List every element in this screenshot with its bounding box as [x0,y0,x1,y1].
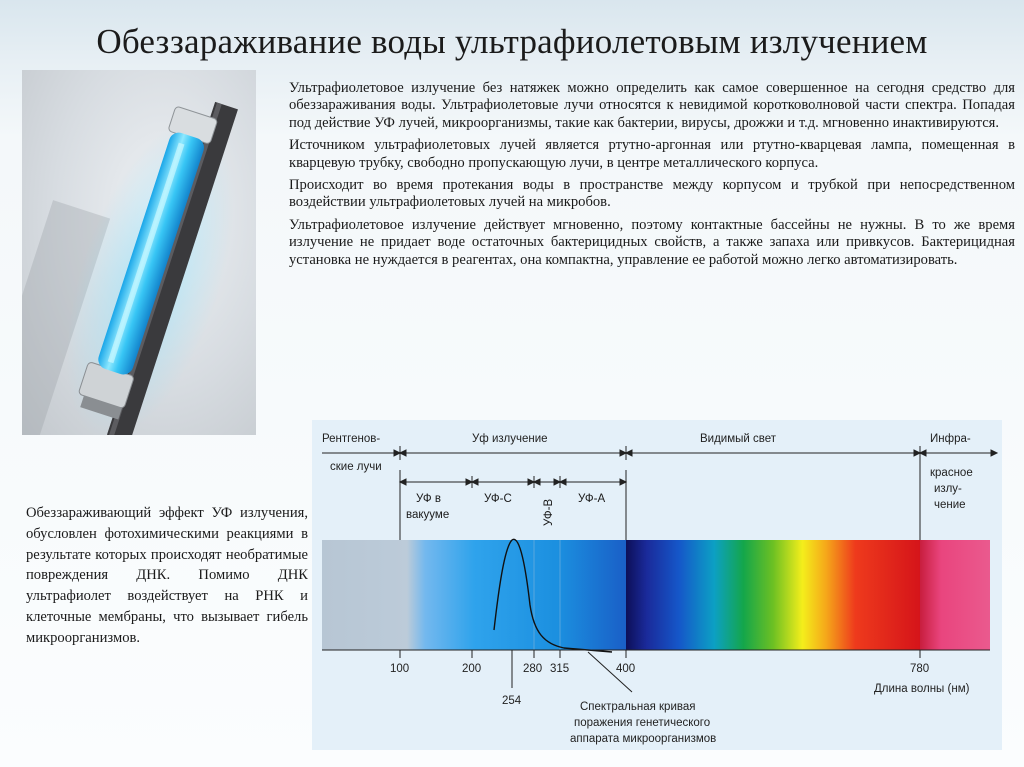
dna-effect-text: Обеззараживающий эффект УФ излучения, обусловлен фотохимическими реакциями в результате которых происходят необратимые повреждения ДНК. Помимо ДНК ультрафиолет воздействует на РНК и клеточные мембраны, что вызывает гибель микроорганизмов. [26,505,308,646]
uv-lamp-photo [22,70,256,435]
label-xray-2: ские лучи [330,461,382,473]
label-uvc: УФ-С [484,493,512,505]
paragraph-uv-source: Источником ультрафиолетовых лучей является ртутно-аргонная или ртутно-кварцевая лампа, помещенная в кварцевую трубку, свободно пропускающую лучи, в центре металлического корпуса. [289,137,1015,171]
tick-200: 200 [462,663,482,675]
curve-caption-2: поражения генетического [574,717,711,729]
tick-315: 315 [550,663,570,675]
label-visible: Видимый свет [700,433,777,445]
label-ir-3: излу- [934,483,962,495]
tick-100: 100 [390,663,410,675]
label-uv: Уф излучение [472,433,548,445]
tick-400: 400 [616,663,636,675]
label-ir-4: чение [934,499,966,511]
uv-lamp-illustration [22,70,256,435]
slide-title: Обеззараживание воды ультрафиолетовым излучением [96,22,928,61]
curve-caption-1: Спектральная кривая [580,701,696,713]
uv-band [322,540,626,650]
label-uvb: УФ-В [543,498,555,526]
label-ir-2: красное [930,467,973,479]
tick-780: 780 [910,663,930,675]
spectrum-diagram [312,420,1002,750]
paragraph-process: Происходит во время протекания воды в пространстве между корпусом и трубкой при непосредственном воздействии ультрафиолетовых лучей на микробов. [289,177,1015,211]
region-arrows [322,446,997,460]
main-description [289,80,1015,274]
paragraph-uv-intro: Ультрафиолетовое излучение без натяжек можно определить как самое совершенное на сегодня средство для обеззараживания воды. Ультрафиолетовые лучи относятся к невидимой коротковолновой части спектра. Попадая под действие УФ лучей, микроорганизмы, такие как бактерии, вирусы, дрожжи и т.д. мгновенно инактивируются. [289,80,1015,131]
axis-label: Длина волны (нм) [874,683,970,695]
tick-280: 280 [523,663,543,675]
visible-band [626,540,920,650]
label-xray-1: Рентгенов- [322,433,381,445]
label-vacuum-1: УФ в [416,493,441,505]
peak-254-label: 254 [502,695,522,707]
label-vacuum-2: вакууме [406,509,450,521]
label-ir-1: Инфра- [930,433,971,445]
paragraph-advantages: Ультрафиолетовое излучение действует мгновенно, поэтому контактные бассейны не нужны. В то же время излучение не придает воде остаточных бактерицидных свойств, а также запаха или привкусов. Бактерицидная установка не нуждается в реагентах, она компактна, управление ее работой можно легко автоматизировать. [289,216,1015,268]
subband-arrows [400,460,920,540]
curve-caption-3: аппарата микроорганизмов [570,733,717,745]
ir-band [920,540,990,650]
label-uva: УФ-А [578,493,606,505]
